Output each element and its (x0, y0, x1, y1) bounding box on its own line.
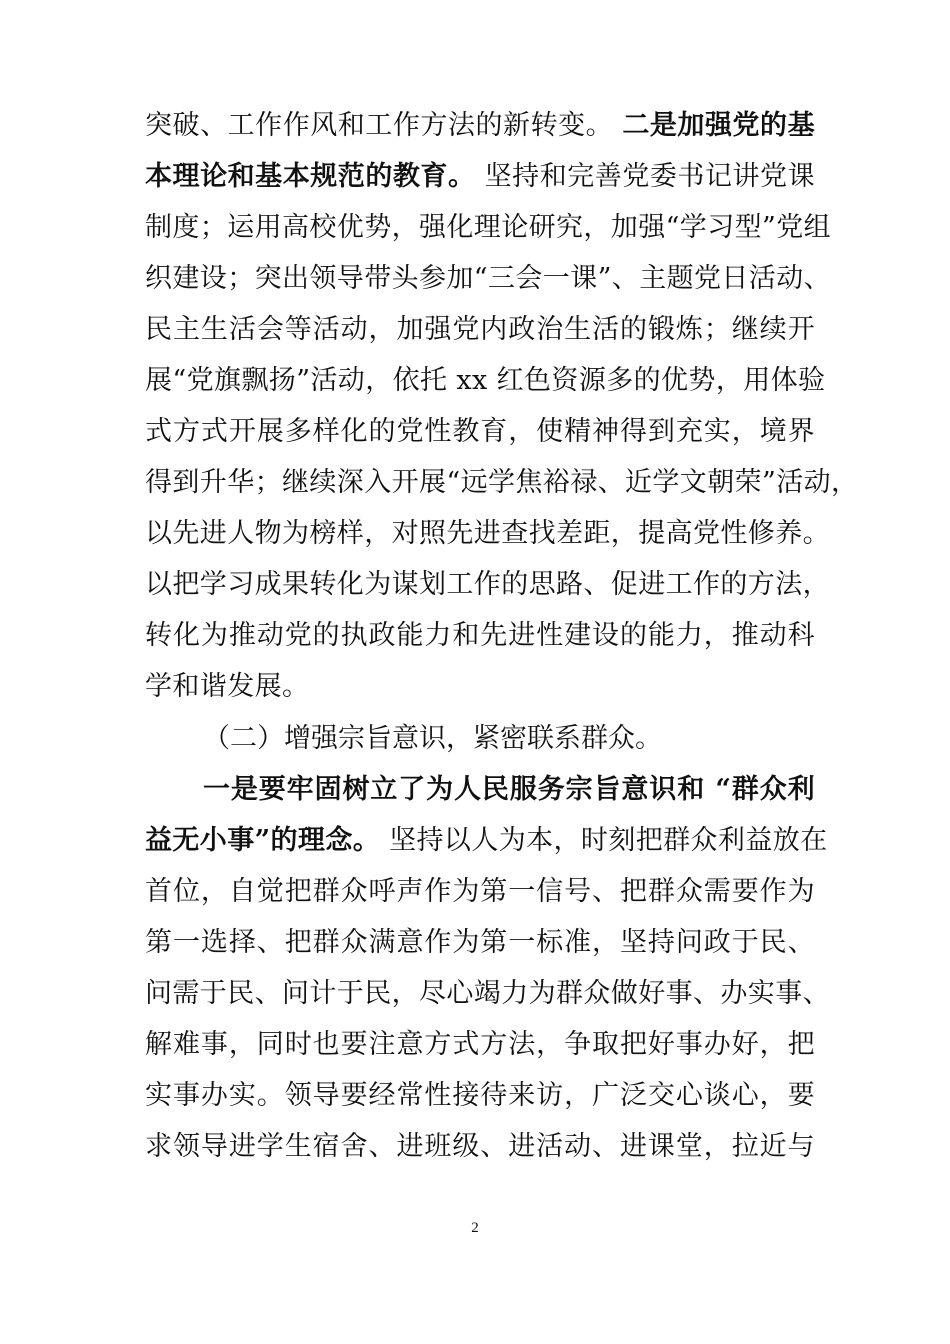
text-line: 学和谐发展。 (145, 671, 310, 702)
text-line: 第一选择、把群众满意作为第一标准，坚持问政于民、 (145, 927, 815, 958)
bold-text-run: 二是加强党的基 (622, 110, 815, 141)
text-line: 问需于民、问计于民，尽心竭力为群众做好事、办实事、 (145, 978, 830, 1009)
text-line: 求领导进学生宿舍、进班级、进活动、进课堂，拉近与 (145, 1131, 815, 1162)
text-line (145, 108, 815, 144)
section-heading: （二）增强宗旨意识，紧密联系群众。 (203, 723, 662, 754)
text-line-bold: 一是要牢固树立了为人民服务宗旨意识和 “群众利 (203, 774, 815, 805)
text-line: 以把学习成果转化为谋划工作的思路、促进工作的方法， (145, 569, 830, 600)
text-line: 首位，自觉把群众呼声作为第一信号、把群众需要作为 (145, 876, 815, 907)
text-line: 式方式开展多样化的党性教育，使精神得到充实，境界 (145, 416, 815, 447)
bold-text-run: 本理论和基本规范的教育。 (145, 161, 476, 192)
text-line (145, 823, 828, 859)
bold-text-run: 益无小事”的理念。 (145, 825, 381, 856)
text-run: 坚持以人为本，时刻把群众利益放在 (389, 825, 828, 856)
text-line: 织建设；突出领导带头参加“三会一课”、主题党日活动、 (145, 263, 832, 294)
text-line: 展“党旗飘扬”活动，依托 xx 红色资源多的优势，用体验 (145, 365, 826, 396)
text-line: 得到升华；继续深入开展“远学焦裕禄、近学文朝荣”活动， (145, 467, 859, 498)
text-line: 解难事，同时也要注意方式方法，争取把好事办好，把 (145, 1029, 815, 1060)
text-line: 制度；运用高校优势，强化理论研究，加强“学习型”党组 (145, 212, 832, 243)
text-line: 转化为推动党的执政能力和先进性建设的能力，推动科 (145, 620, 815, 651)
text-line: 民主生活会等活动，加强党内政治生活的锻炼；继续开 (145, 314, 815, 345)
page-number: 2 (471, 1220, 479, 1236)
text-line (145, 159, 815, 195)
text-run: 突破、工作作风和工作方法的新转变。 (145, 110, 614, 141)
text-line: 以先进人物为榜样，对照先进查找差距，提高党性修养。 (145, 518, 830, 549)
text-run: 坚持和完善党委书记讲党课 (484, 161, 815, 192)
text-line: 实事办实。领导要经常性接待来访，广泛交心谈心，要 (145, 1080, 815, 1111)
